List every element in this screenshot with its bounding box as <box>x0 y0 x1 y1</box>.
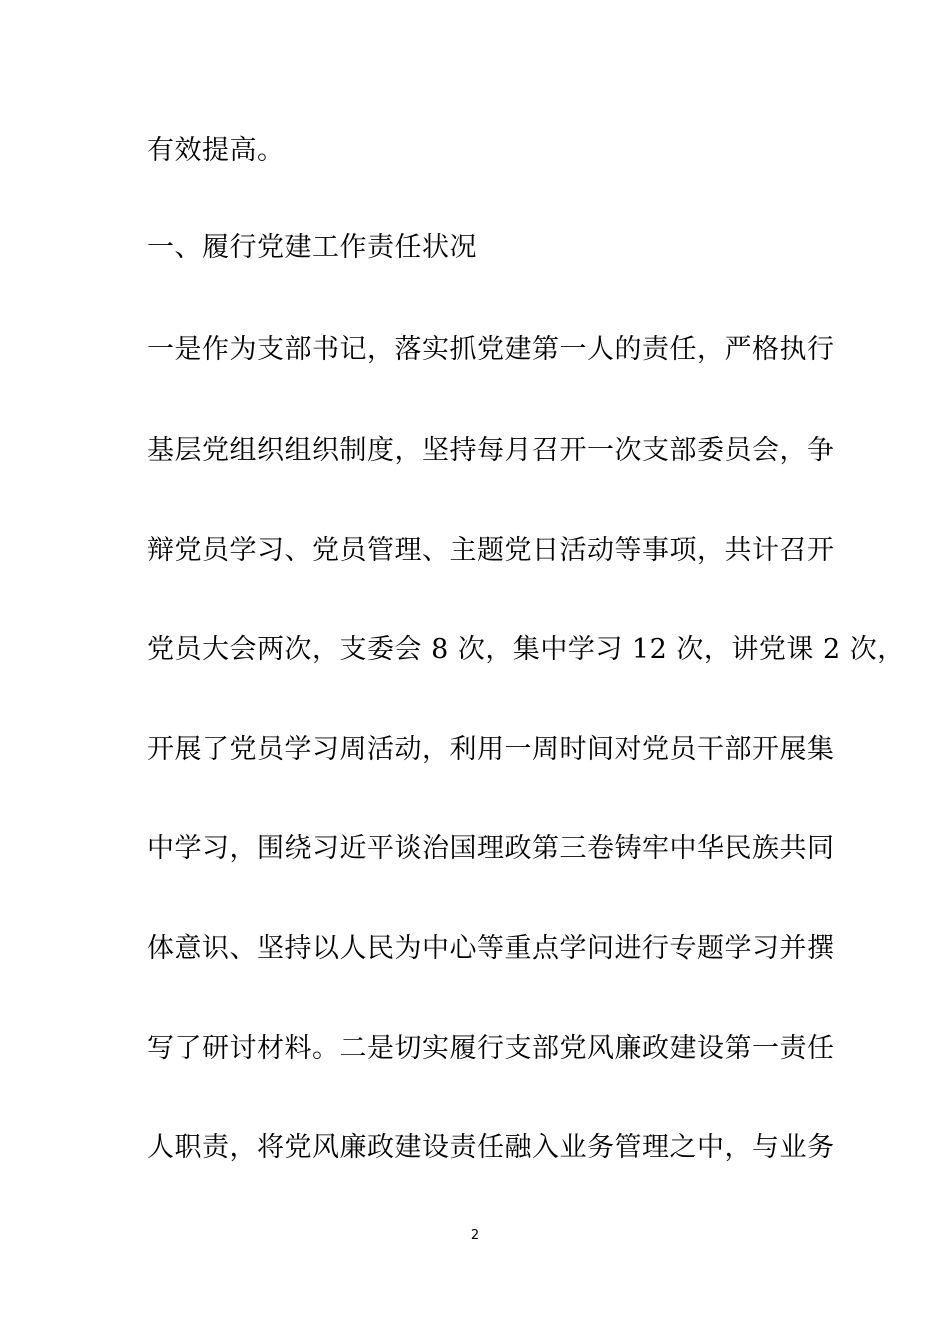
text-line: 党员大会两次，支委会 8 次，集中学习 12 次，讲党课 2 次， <box>147 634 905 665</box>
text-line: 有效提高。 <box>147 135 285 166</box>
page-number: 2 <box>470 1228 480 1243</box>
text-line: 中学习，围绕习近平谈治国理政第三卷铸牢中华民族共同 <box>147 833 835 864</box>
text-line: 一是作为支部书记，落实抓党建第一人的责任，严格执行 <box>147 334 835 365</box>
section-heading: 一、履行党建工作责任状况 <box>147 232 477 263</box>
text-line: 人职责，将党风廉政建设责任融入业务管理之中，与业务 <box>147 1132 835 1163</box>
text-line: 写了研讨材料。二是切实履行支部党风廉政建设第一责任 <box>147 1033 835 1064</box>
text-line: 辩党员学习、党员管理、主题党日活动等事项，共计召开 <box>147 535 835 566</box>
text-line: 开展了党员学习周活动，利用一周时间对党员干部开展集 <box>147 734 835 765</box>
text-line: 体意识、坚持以人民为中心等重点学问进行专题学习并撰 <box>147 933 835 964</box>
text-line: 基层党组织组织制度，坚持每月召开一次支部委员会，争 <box>147 435 835 466</box>
